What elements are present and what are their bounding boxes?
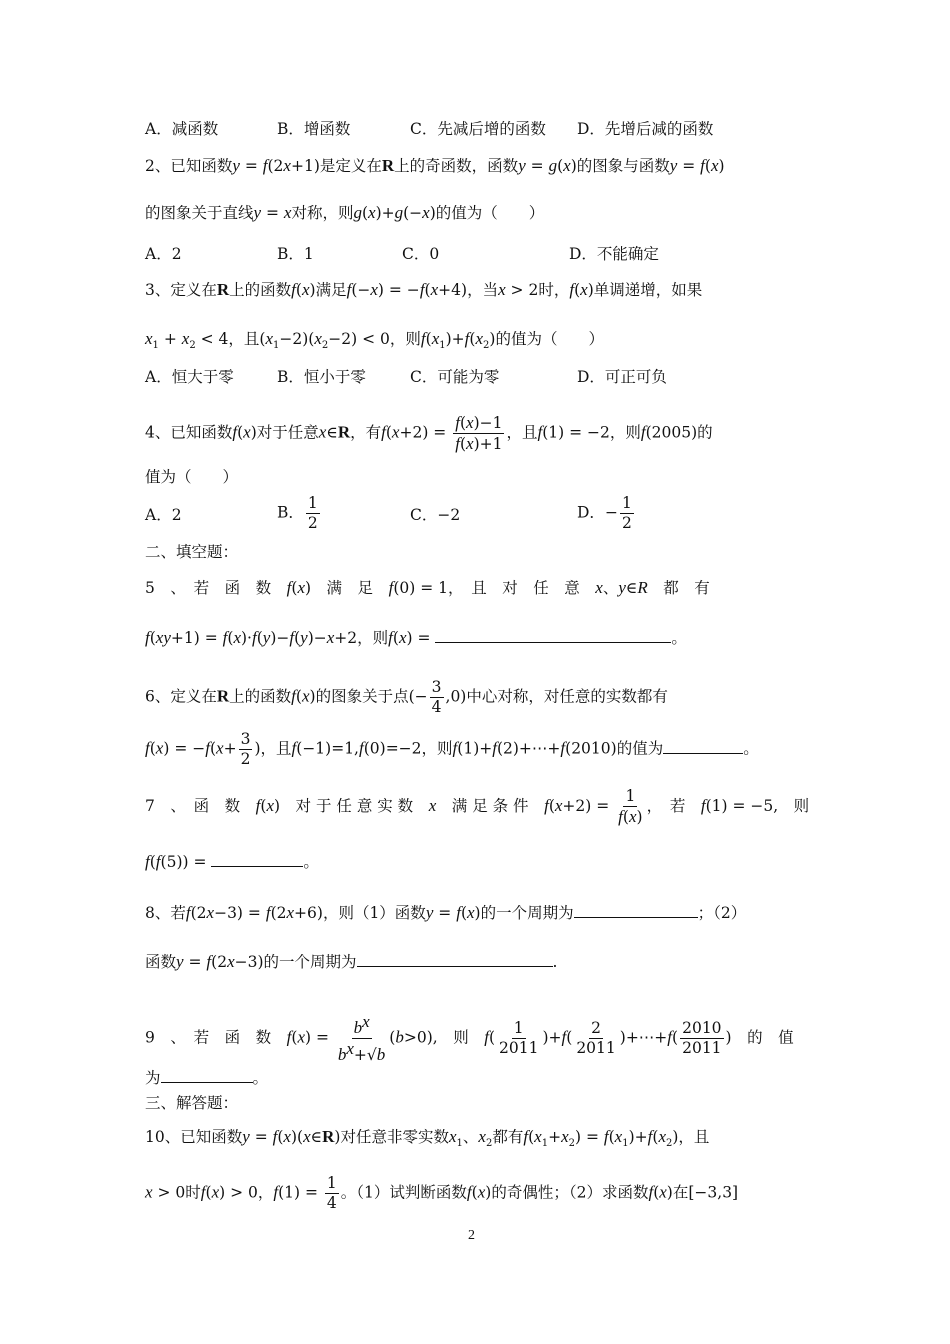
- q6-line2: f(x) = −f(x+ $\frac{3}{2}$ )，且f(−1)=1,f(0)=−2，则f(1)+f(2)+⋯+f(2010)的值为 。: [145, 730, 759, 768]
- q8-answer-blank-1[interactable]: [574, 901, 698, 918]
- q3-option-c: C．可能为零: [410, 368, 500, 386]
- q3-option-b: B．恒小于零: [277, 368, 366, 386]
- q4-line1: 4、已知函数f(x)对于任意x∈R，有f(x+2) = $\frac{f(x)-1}{f(x)+1}$ ，且f(1) = −2，则f(2005)的: [145, 413, 713, 453]
- q1-option-c: C．先减后增的函数: [410, 120, 546, 138]
- q2-option-a: A．2: [145, 245, 182, 263]
- q4-line2: 值为（ ）: [145, 468, 239, 486]
- q5-line1: 5 、 若 函 数 f(x) 满 足 f(0) = 1， 且 对 任 意 x、y∈R 都 有: [145, 578, 710, 597]
- q2-option-d: D．不能确定: [569, 245, 659, 263]
- q9-line2: 为 。: [145, 1066, 268, 1089]
- q3-option-a: A．恒大于零: [145, 368, 234, 386]
- q7-line2: f(f(5)) = 。: [145, 852, 319, 871]
- q3-line1: 3、定义在R上的函数f(x)满足f(−x) = −f(x+4)，当x > 2时，f(x)单调递增，如果: [145, 280, 703, 299]
- section-2-heading: 二、填空题：: [145, 543, 239, 561]
- q5-line2: f(xy+1) = f(x)·f(y)−f(y)−x+2，则f(x) = 。: [145, 628, 687, 647]
- q10-line1: 10、已知函数y = f(x)(x∈R)对任意非零实数$x_1$、$x_2$都有$f(x_1+x_2) = f(x_1)+f(x_2)$，且: [145, 1127, 710, 1150]
- q6-answer-blank[interactable]: [663, 737, 743, 754]
- q1-option-b: B．增函数: [277, 120, 351, 138]
- section-3-heading: 三、解答题：: [145, 1094, 239, 1112]
- q4-option-a: A．2: [145, 506, 182, 524]
- q8-answer-blank-2[interactable]: [357, 950, 553, 967]
- q8-line1: 8、若f(2x−3) = f(2x+6)，则（1）函数y = f(x)的一个周期为 ；（2）: [145, 903, 747, 922]
- q7-answer-blank[interactable]: [211, 850, 303, 867]
- q2-option-c: C．0: [402, 245, 440, 263]
- q4-option-b: B． $\frac{1}{2}$: [277, 494, 318, 532]
- q4-option-c: C．−2: [410, 506, 461, 524]
- q7-line1: 7 、 函 数 f(x) 对 于 任 意 实 数 x 满 足 条 件 f(x+2) = $\frac{1}{f(x)}$ ， 若 f(1) = −5, 则: [145, 787, 810, 826]
- page-number: 2: [468, 1228, 475, 1243]
- q4-option-d: D．− $\frac{1}{2}$: [577, 494, 632, 532]
- q2-option-b: B．1: [277, 245, 314, 263]
- q2-line1: 2、已知函数y = f(2x+1)是定义在R上的奇函数，函数y = g(x)的图象与函数y = f(x): [145, 156, 725, 175]
- q3-line2: $x_1 + x_2 < 4$，且$(x_1-2)(x_2-2) < 0$，则$f(x_1)+f(x_2)$的值为（ ）: [145, 329, 604, 352]
- q1-option-a: A．减函数: [145, 120, 219, 138]
- q3-option-d: D．可正可负: [577, 368, 667, 386]
- q5-answer-blank[interactable]: [435, 626, 671, 643]
- q10-line2: x > 0时f(x) > 0，f(1) = $\frac{1}{4}$ 。（1）试判断函数f(x)的奇偶性；（2）求函数f(x)在[−3,3]: [145, 1174, 739, 1212]
- q6-line1: 6、定义在R上的函数f(x)的图象关于点(− $\frac{3}{4}$ ,0)中心对称，对任意的实数都有: [145, 678, 668, 716]
- q1-option-d: D．先增后减的函数: [577, 120, 714, 138]
- q2-line2: 的图象关于直线y = x对称，则g(x)+g(−x)的值为（ ）: [145, 203, 545, 222]
- q9-answer-blank[interactable]: [161, 1066, 253, 1083]
- q8-line2: 函数y = f(2x−3)的一个周期为 .: [145, 952, 558, 971]
- q9-line1: 9 、 若 函 数 f(x) = $\frac{b^x}{b^x+√b}$ (b>0), 则 f( $\frac{1}{2011}$ )+f( $\frac{2}{2011}$ )+⋯+f( $\frac{2010}{2011}$ ) 的 值: [145, 1012, 794, 1065]
